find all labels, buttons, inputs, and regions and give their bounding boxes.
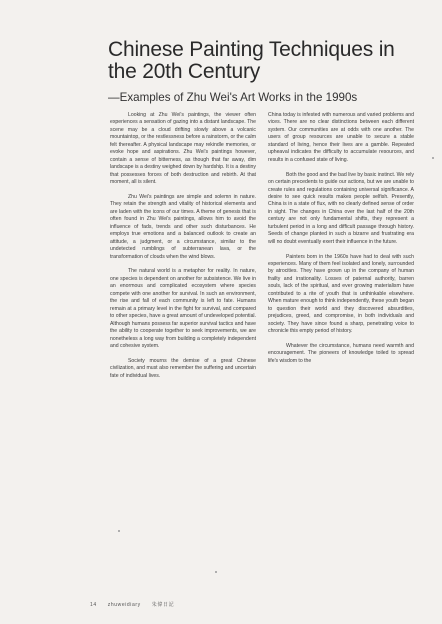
text-column-left [110, 112, 256, 380]
paragraph: Whatever the circumstance, humans need warmth and encouragement. The pioneers of knowledge toiled to spread life's wisdom to the [268, 343, 414, 364]
publication-name-cn: 朱偉日記 [151, 602, 175, 608]
publication-name: zhuweidiary [107, 602, 141, 608]
article-title: Chinese Painting Techniques in the 20th Century [108, 38, 395, 83]
paragraph: China today is infested with numerous and varied problems and vices. There are no clear distinctions between each different system. Our communities are at odds with one another. The users of group resources are unable to secure a stable standard of living, hence their lives are a gamble. Repeated upheaval indicates the difficulty to accumulate resources, and results in a confused state of living. [268, 112, 414, 163]
paragraph: Looking at Zhu Wei's paintings, the viewer often experiences a sensation of gazing into a distant landscape. The scene may be a cloud drifting slowly above a volcanic mountaintop, or the restlessness before a rainstorm, or the calm felt thereafter. A physical landscape may rekindle memories, or evoke hope and aspirations. Zhu Wei's paintings however, contain a sense of bitterness, as though that far away, dim landscape is a destiny weighed down by hardship. It is a destiny that possesses forces of both destruction and rebirth. At that moment, all is silent. [110, 112, 256, 186]
paragraph: The natural world is a metaphor for reality. In nature, one species is dependent on another for subsistence. We live in an enormous and complicated ecosystem where species compete with one another for survival. In such an environment, the rise and fall of each community is left to fate. Humans remain at a primary level in the fight for survival, and compared to other species, have a great amount of undeveloped potential. Although humans possess far superior survival tactics and have the ability to cooperate together to seek improvements, we are nonetheless a long way from building a completely independent and cohesive system. [110, 268, 256, 350]
paragraph: Both the good and the bad live by basic instinct. We rely on certain precedents to guide our actions, but we are unable to create rules and regulations containing universal significance. A desire to see quick results makes people selfish. Presently, China is in a state of flux, with no clearly defined sense of order in sight. The changes in China over the last half of the 20th century are not only fundamental shifts, they represent a turbulent period in a long and difficult passage through history. Seeds of change planted in such a bizarre and frustrating era will no doubt eventually exert their influence in the future. [268, 171, 414, 245]
paragraph: Society mourns the demise of a great Chinese civilization, and must also remember the suffering and uncertain fate of individual lives. [110, 357, 256, 379]
paragraph: Zhu Wei's paintings are simple and solemn in nature. They retain the strength and vitality of historical elements and are laden with the icons of our times. A theme of genesis that is often found in Zhu Wei's paintings, allows him to avoid the influence of fads, trends and other such disturbances. He employs true emotions and a balanced outlook to create an attitude, a judgment, or a circumstance, similar to the undetected rumblings of subterranean lava, or the transformation of clouds when the wind blows. [110, 193, 256, 260]
page-footer [90, 601, 183, 608]
paragraph: Painters born in the 1960s have had to deal with such experiences. Many of them feel isolated and lonely, surrounded by atrocities. They have grown up in the company of human frailty and irrationality. Losses of paternal authority, barren souls, lack of the spiritual, and ever growing materialism have contributed to a rite of youth that is unthinkable elsewhere. When mature enough to think independently, these youth began to question their world and they discovered absurdities, prejudices, greed, and compromise, in both individuals and society. They have since found a sharp, penetrating voice to chronicle this empty period of history. [268, 253, 414, 335]
text-column-right [268, 112, 414, 365]
scan-speck [118, 530, 120, 532]
page-number: 14 [90, 602, 97, 608]
scan-speck [215, 571, 217, 573]
article-subtitle: —Examples of Zhu Wei's Art Works in the 1990s [108, 91, 358, 104]
scan-speck [432, 157, 434, 159]
